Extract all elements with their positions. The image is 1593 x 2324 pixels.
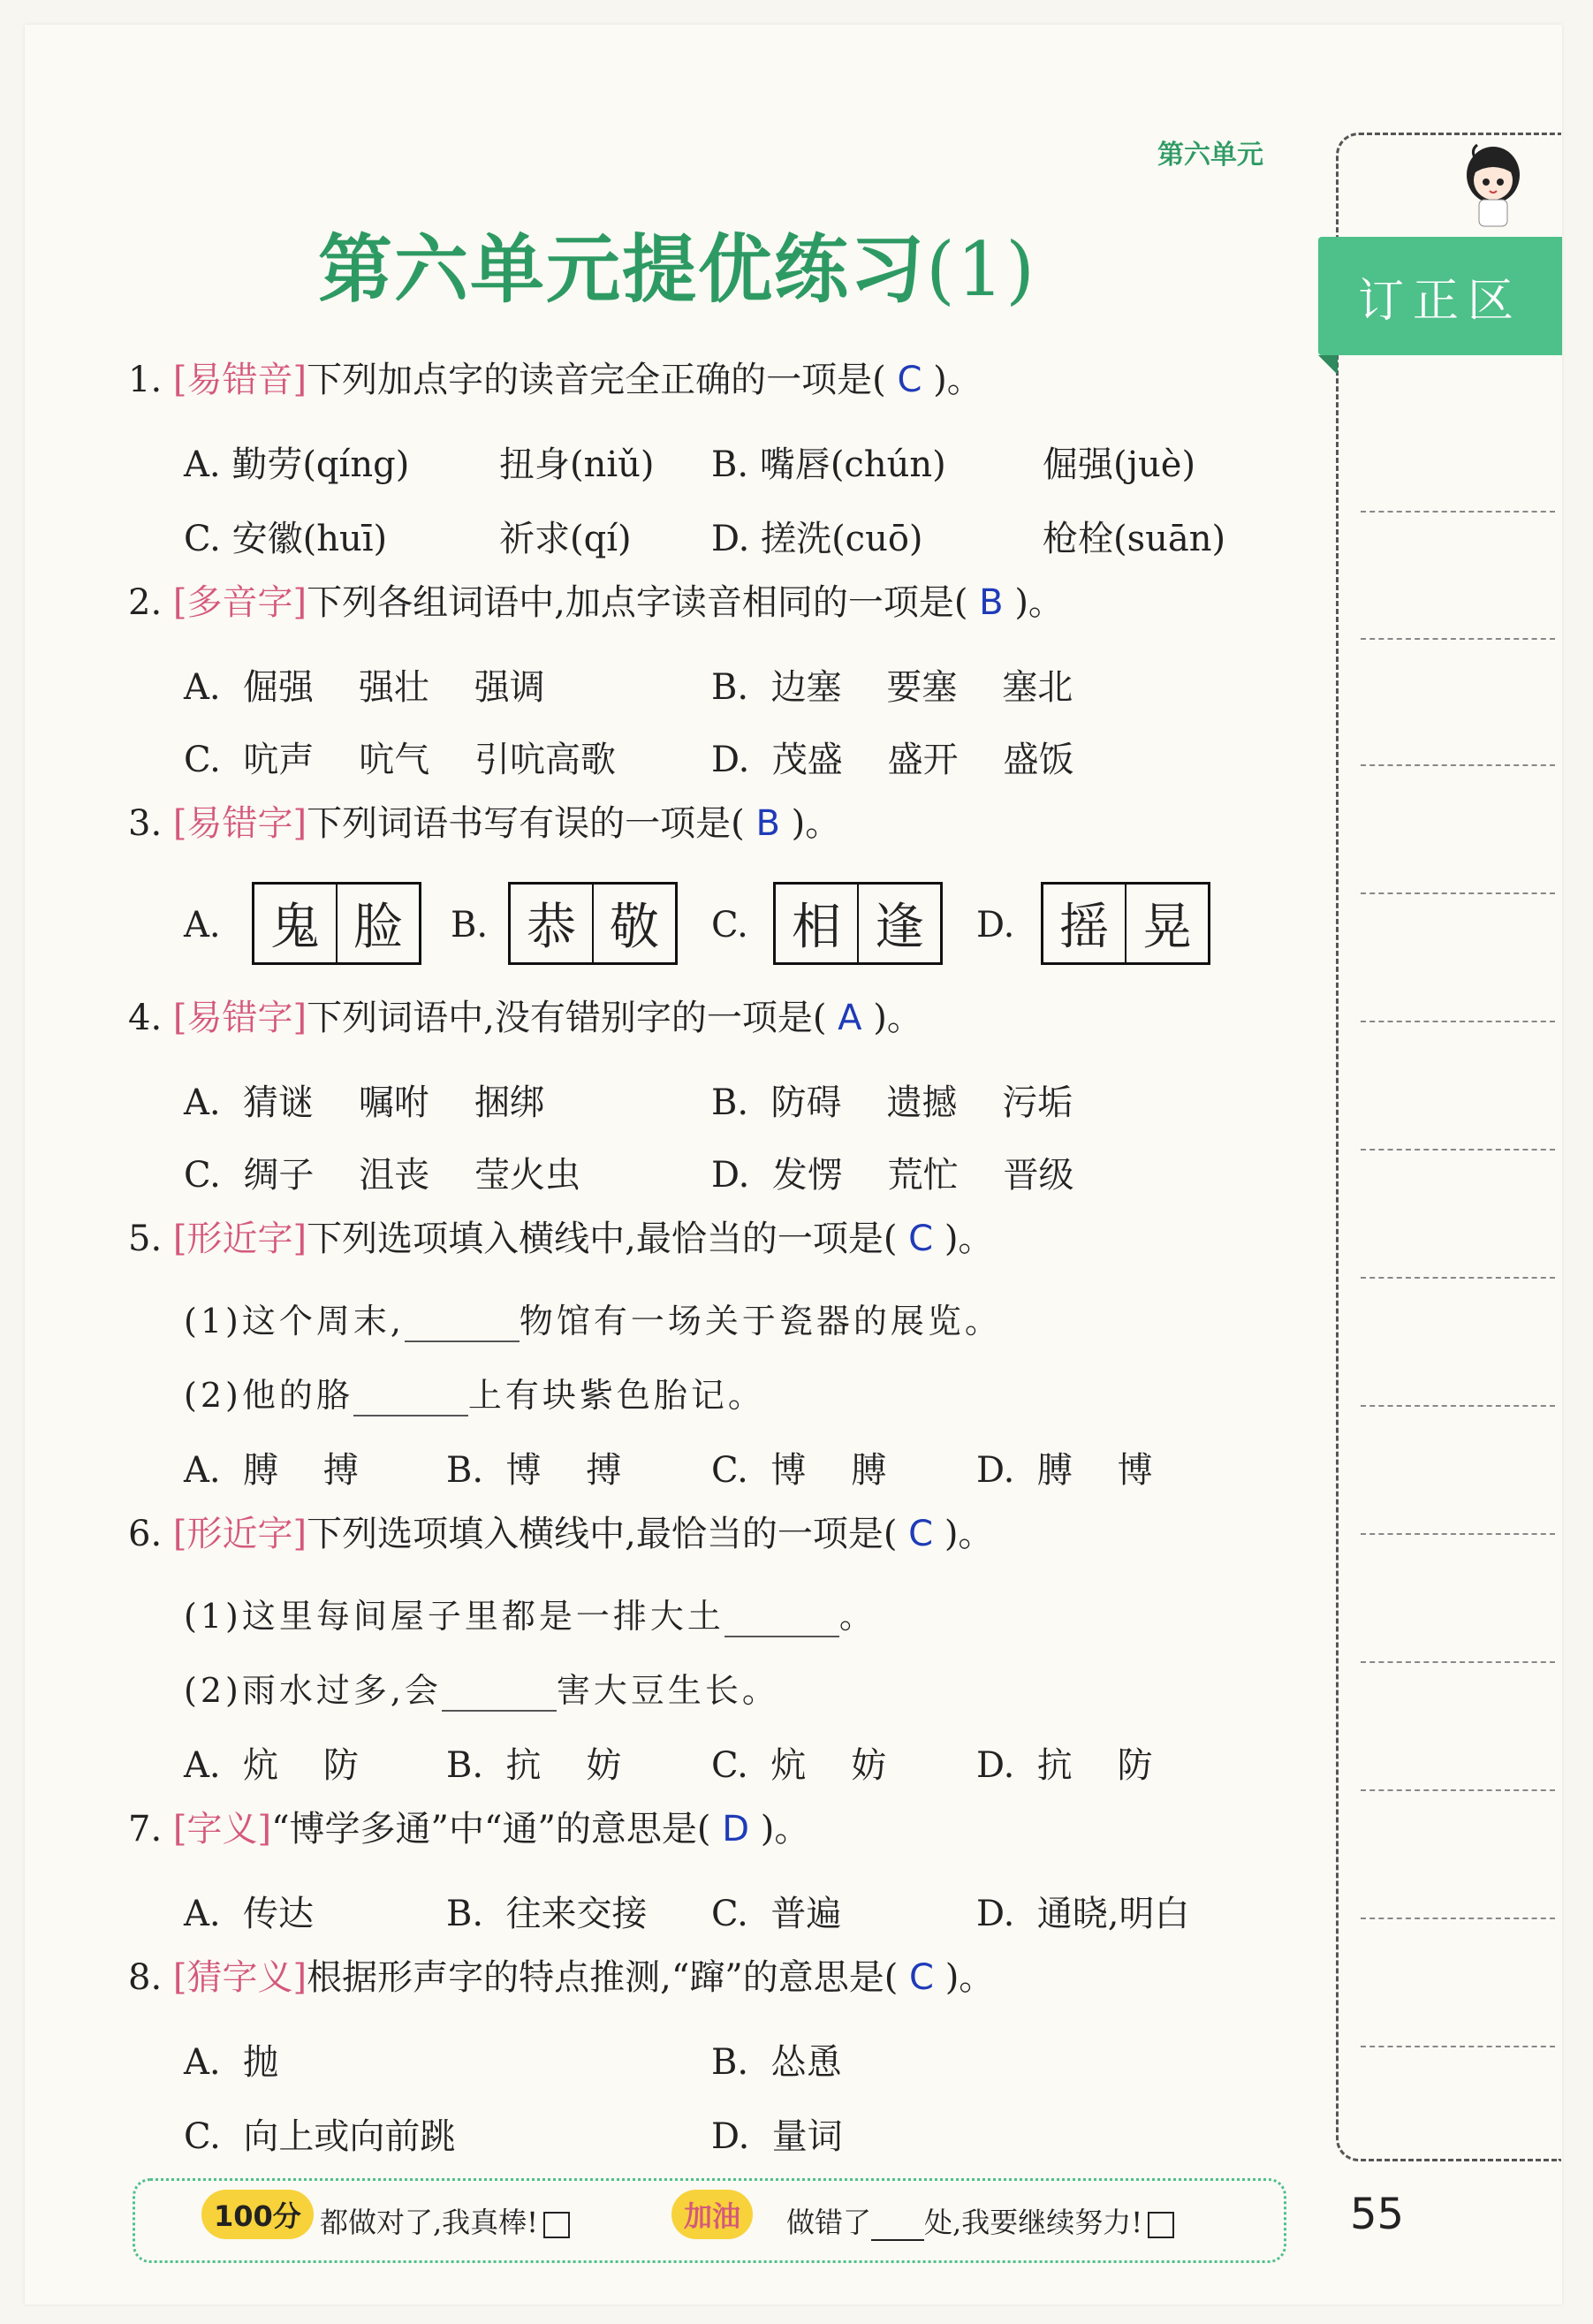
boxed-char: 晃 bbox=[1125, 885, 1208, 962]
boxed-word bbox=[508, 882, 678, 965]
text-span: 博 bbox=[1117, 1450, 1153, 1491]
text-span: (1)这里每间屋子里都是一排大土 bbox=[184, 1597, 724, 1636]
answer-mark: B bbox=[979, 582, 1004, 623]
text-span: 遗撼 bbox=[886, 1082, 958, 1123]
text-span: )。 bbox=[944, 1957, 995, 1998]
text-span: 5. bbox=[128, 1219, 163, 1259]
text-span: 往来交接 bbox=[505, 1894, 648, 1934]
text-span: 枪栓(suān) bbox=[1043, 519, 1226, 559]
option bbox=[976, 1886, 1190, 1936]
text-span: 下列选项填入横线中,最恰当的一项是( bbox=[307, 1219, 898, 1259]
score-badge: 100分 bbox=[201, 2190, 314, 2239]
text-span: C. bbox=[711, 1450, 748, 1491]
text-span: 扭身(niǔ) bbox=[499, 444, 655, 485]
option bbox=[184, 2108, 455, 2159]
text-span: A. bbox=[184, 444, 221, 485]
text-span: [猜字义] bbox=[172, 1957, 307, 1998]
text-span: 莹火虫 bbox=[474, 1155, 581, 1196]
text-span: 茂盛 bbox=[771, 740, 843, 780]
question-3 bbox=[128, 803, 841, 844]
text-span: [易错字] bbox=[172, 803, 307, 844]
sub-question bbox=[184, 1294, 1002, 1342]
sub-question bbox=[184, 1663, 779, 1712]
title-number: (1) bbox=[926, 226, 1037, 313]
text-span: 沮丧 bbox=[359, 1155, 430, 1196]
correction-line bbox=[1361, 1021, 1555, 1022]
text-span: 嘱咐 bbox=[358, 1082, 429, 1123]
text-span: )。 bbox=[791, 803, 841, 844]
text-span: A. bbox=[184, 2042, 221, 2083]
boxed-char: 敬 bbox=[592, 885, 675, 962]
text-span: C. bbox=[711, 1894, 748, 1934]
text-span: 勤劳(qíng) bbox=[231, 444, 410, 485]
correction-line bbox=[1361, 1277, 1555, 1279]
correction-line bbox=[1361, 2046, 1555, 2047]
text-span: )。 bbox=[944, 1514, 994, 1554]
text-span: 量词 bbox=[771, 2116, 843, 2157]
boxed-word bbox=[252, 882, 421, 965]
text-span: D. bbox=[711, 2116, 750, 2157]
text-span: 吭声 bbox=[243, 740, 315, 780]
text-span: 普遍 bbox=[770, 1894, 842, 1934]
option bbox=[1043, 437, 1195, 487]
text-span: 防 bbox=[1117, 1745, 1153, 1786]
correction-line bbox=[1361, 1533, 1555, 1535]
boxed-char: 鬼 bbox=[270, 899, 320, 956]
text-span: 下列选项填入横线中,最恰当的一项是( bbox=[307, 1514, 898, 1554]
option-label: B. bbox=[451, 905, 489, 946]
text-span: D. bbox=[976, 1745, 1015, 1786]
text-span: 发愣 bbox=[771, 1155, 843, 1196]
option bbox=[711, 659, 1073, 710]
boxed-char: 摇 bbox=[1059, 899, 1109, 956]
text-span: )。 bbox=[1014, 582, 1064, 623]
question-6 bbox=[128, 1516, 993, 1552]
correction-line bbox=[1361, 638, 1555, 640]
text-span: 妨 bbox=[586, 1745, 622, 1786]
answer-mark: D bbox=[722, 1809, 750, 1849]
option bbox=[711, 1886, 841, 1936]
sub-question bbox=[184, 1589, 876, 1637]
text-span: B. bbox=[711, 667, 749, 708]
option-label: D. bbox=[976, 905, 1015, 946]
correction-line bbox=[1361, 764, 1555, 766]
fill-blank bbox=[405, 1310, 520, 1342]
text-span: 安徽(huī) bbox=[231, 519, 388, 559]
text-span: 膊 bbox=[1036, 1450, 1073, 1491]
text-span: A. bbox=[184, 667, 221, 708]
correction-tab: 订正区 bbox=[1318, 237, 1562, 355]
option bbox=[184, 1075, 545, 1125]
text-span: A. bbox=[184, 1082, 221, 1123]
text-span: 传达 bbox=[243, 1894, 315, 1934]
option bbox=[184, 659, 545, 710]
text-span: 下列各组词语中,加点字读音相同的一项是( bbox=[307, 582, 968, 623]
text-span: (2)雨水过多,会 bbox=[184, 1671, 442, 1710]
text-span: 妨 bbox=[851, 1745, 887, 1786]
answer-mark: B bbox=[755, 803, 780, 844]
fill-blank bbox=[353, 1385, 468, 1416]
option bbox=[711, 1442, 886, 1492]
text-span: 膊 bbox=[243, 1450, 279, 1491]
question-5 bbox=[128, 1221, 993, 1257]
option bbox=[976, 1442, 1153, 1492]
correction-area bbox=[1336, 133, 1561, 2161]
text-span: 膊 bbox=[851, 1450, 887, 1491]
text-span: 倔强 bbox=[243, 667, 315, 708]
page-title bbox=[318, 210, 1036, 317]
text-span: 嘴唇(chún) bbox=[759, 444, 946, 485]
text-span: 强调 bbox=[474, 667, 545, 708]
question-8 bbox=[128, 1957, 995, 1998]
text-span: C. bbox=[184, 519, 221, 559]
answer-mark: C bbox=[908, 1514, 934, 1554]
text-span: 边塞 bbox=[770, 667, 842, 708]
text-span: [形近字] bbox=[172, 1514, 307, 1554]
text-span: 抗 bbox=[1036, 1745, 1073, 1786]
text-span: 搏 bbox=[322, 1450, 359, 1491]
text-span: 4. bbox=[128, 998, 163, 1038]
text-span: 6. bbox=[128, 1514, 163, 1554]
text-span: 搓洗(cuō) bbox=[761, 519, 923, 559]
answer-mark: C bbox=[909, 1957, 934, 1998]
text-span: A. bbox=[184, 1450, 221, 1491]
all-correct-text: 都做对了,我真棒! bbox=[320, 2200, 570, 2241]
text-span: C. bbox=[711, 1745, 748, 1786]
answer-mark: A bbox=[838, 998, 862, 1038]
text-span: D. bbox=[711, 740, 750, 780]
text-span: 防 bbox=[322, 1745, 359, 1786]
option bbox=[711, 511, 923, 561]
text-span: 倔强(juè) bbox=[1043, 444, 1196, 485]
text-span: C. bbox=[184, 740, 221, 780]
text-span: [易错字] bbox=[172, 998, 307, 1038]
option bbox=[184, 437, 409, 487]
boxed-char: 相 bbox=[792, 899, 841, 956]
correction-line bbox=[1361, 1405, 1555, 1407]
boxed-char: 逢 bbox=[857, 885, 940, 962]
text-span: A. bbox=[184, 1745, 221, 1786]
text-span: B. bbox=[711, 1082, 749, 1123]
question-1 bbox=[128, 362, 982, 398]
option bbox=[184, 1737, 359, 1788]
text-span: D. bbox=[976, 1894, 1015, 1934]
question-close: )。 bbox=[933, 360, 982, 400]
title-text: 第六单元提优练习 bbox=[318, 226, 927, 313]
option bbox=[711, 2108, 843, 2159]
text-span: 8. bbox=[128, 1957, 163, 1998]
option bbox=[711, 732, 1074, 782]
option bbox=[711, 1737, 886, 1788]
correction-line bbox=[1361, 1661, 1555, 1663]
text-span: 。 bbox=[838, 1597, 876, 1636]
option bbox=[446, 1737, 621, 1788]
boxed-char: 脸 bbox=[336, 885, 419, 962]
option bbox=[711, 1147, 1074, 1197]
cheer-badge: 加油 bbox=[671, 2190, 753, 2239]
text-span: [多音字] bbox=[172, 582, 307, 623]
text-span: 晋级 bbox=[1003, 1155, 1074, 1196]
correction-line bbox=[1361, 1149, 1555, 1151]
question-2 bbox=[128, 582, 1064, 623]
option bbox=[446, 1442, 621, 1492]
text-span: 炕 bbox=[243, 1745, 279, 1786]
boxed-word bbox=[1041, 882, 1210, 965]
text-span: 炕 bbox=[770, 1745, 807, 1786]
text-span: 塞北 bbox=[1002, 667, 1073, 708]
text-span: 荒忙 bbox=[887, 1155, 959, 1196]
sub-question bbox=[184, 1368, 765, 1416]
text-span: 祈求(qí) bbox=[499, 519, 632, 559]
text-span: 抛 bbox=[243, 2042, 279, 2083]
text-span: [形近字] bbox=[172, 1219, 307, 1259]
text-span: 盛开 bbox=[887, 740, 959, 780]
fill-blank bbox=[442, 1680, 557, 1712]
text-span: 怂恿 bbox=[770, 2042, 842, 2083]
question-7 bbox=[128, 1811, 809, 1847]
text-span: 博 bbox=[505, 1450, 542, 1491]
text-span: 抗 bbox=[505, 1745, 542, 1786]
option bbox=[184, 2034, 278, 2085]
option-label: C. bbox=[711, 905, 748, 946]
text-span: 吭气 bbox=[359, 740, 430, 780]
option bbox=[499, 511, 632, 561]
answer-mark: C bbox=[908, 1219, 934, 1259]
text-span: 根据形声字的特点推测,“蹿”的意思是( bbox=[307, 1957, 899, 1998]
text-span: 7. bbox=[128, 1809, 163, 1849]
text-span: 污垢 bbox=[1002, 1082, 1073, 1123]
option bbox=[499, 437, 655, 487]
question-number: 1. bbox=[128, 360, 163, 400]
text-span: 通晓,明白 bbox=[1036, 1894, 1190, 1934]
text-span: A. bbox=[184, 1894, 221, 1934]
text-span: D. bbox=[976, 1450, 1015, 1491]
answer-mark: C bbox=[897, 360, 922, 400]
text-span: (2)他的胳 bbox=[184, 1376, 353, 1415]
option bbox=[184, 732, 616, 782]
checkbox[interactable] bbox=[1148, 2212, 1174, 2238]
option bbox=[184, 1886, 314, 1936]
text-span: B. bbox=[711, 2042, 749, 2083]
text-span: 强壮 bbox=[358, 667, 429, 708]
page-number: 55 bbox=[1350, 2190, 1405, 2239]
fill-blank bbox=[724, 1606, 839, 1637]
option bbox=[711, 437, 946, 487]
mistake-count-blank bbox=[871, 2216, 924, 2241]
text-span: D. bbox=[711, 1155, 750, 1196]
text-span: 物馆有一场关于瓷器的展览。 bbox=[519, 1302, 1002, 1340]
text-span: 3. bbox=[128, 803, 163, 844]
text-span: 博 bbox=[770, 1450, 807, 1491]
text-span: 捆绑 bbox=[474, 1082, 545, 1123]
text-span: 猜谜 bbox=[243, 1082, 315, 1123]
text-span: 害大豆生长。 bbox=[556, 1671, 779, 1710]
text-span: 2. bbox=[128, 582, 163, 623]
text-span: )。 bbox=[944, 1219, 994, 1259]
option-label: A. bbox=[184, 905, 221, 946]
text-span: 下列词语书写有误的一项是( bbox=[307, 803, 745, 844]
option bbox=[976, 1737, 1153, 1788]
text-span: C. bbox=[184, 2116, 221, 2157]
correction-line bbox=[1361, 511, 1555, 513]
option bbox=[446, 1886, 648, 1936]
checkbox[interactable] bbox=[543, 2212, 570, 2238]
text-span: 绸子 bbox=[243, 1155, 315, 1196]
option bbox=[711, 2034, 842, 2085]
text-span: B. bbox=[711, 444, 749, 485]
option bbox=[1043, 511, 1225, 561]
boxed-char: 恭 bbox=[527, 899, 576, 956]
text-span: 要塞 bbox=[886, 667, 958, 708]
text-span: 下列词语中,没有错别字的一项是( bbox=[307, 998, 827, 1038]
girl-mascot-icon bbox=[1451, 141, 1536, 239]
boxed-word bbox=[773, 882, 943, 965]
text-span: )。 bbox=[760, 1809, 810, 1849]
text-span: 盛饭 bbox=[1003, 740, 1074, 780]
text-span: 上有块紫色胎记。 bbox=[467, 1376, 765, 1415]
text-span: B. bbox=[446, 1450, 484, 1491]
text-span: 引吭高歌 bbox=[474, 740, 617, 780]
question-4 bbox=[128, 1000, 922, 1036]
text-span: 搏 bbox=[586, 1450, 622, 1491]
text-span: 防碍 bbox=[770, 1082, 842, 1123]
text-span: 向上或向前跳 bbox=[243, 2116, 456, 2157]
text-span: )。 bbox=[873, 998, 922, 1038]
text-span: “博学多通”中“通”的意思是( bbox=[271, 1809, 711, 1849]
text-span: C. bbox=[184, 1155, 221, 1196]
unit-label: 第六单元 bbox=[1157, 140, 1263, 171]
question-stem: 下列加点字的读音完全正确的一项是( bbox=[307, 360, 886, 400]
text-span: B. bbox=[446, 1894, 484, 1934]
text-span: (1)这个周末, bbox=[184, 1302, 405, 1340]
correction-line bbox=[1361, 1918, 1555, 1919]
text-span: B. bbox=[446, 1745, 484, 1786]
option bbox=[711, 1075, 1073, 1125]
option bbox=[184, 1442, 359, 1492]
text-span: D. bbox=[711, 519, 750, 559]
question-tag: [易错音] bbox=[172, 360, 307, 400]
text-span: [字义] bbox=[172, 1809, 272, 1849]
correction-line bbox=[1361, 1789, 1555, 1791]
mistakes-text: 做错了 处,我要继续努力! bbox=[786, 2200, 1174, 2241]
option bbox=[184, 1147, 580, 1197]
correction-line bbox=[1361, 892, 1555, 894]
option bbox=[184, 511, 387, 561]
